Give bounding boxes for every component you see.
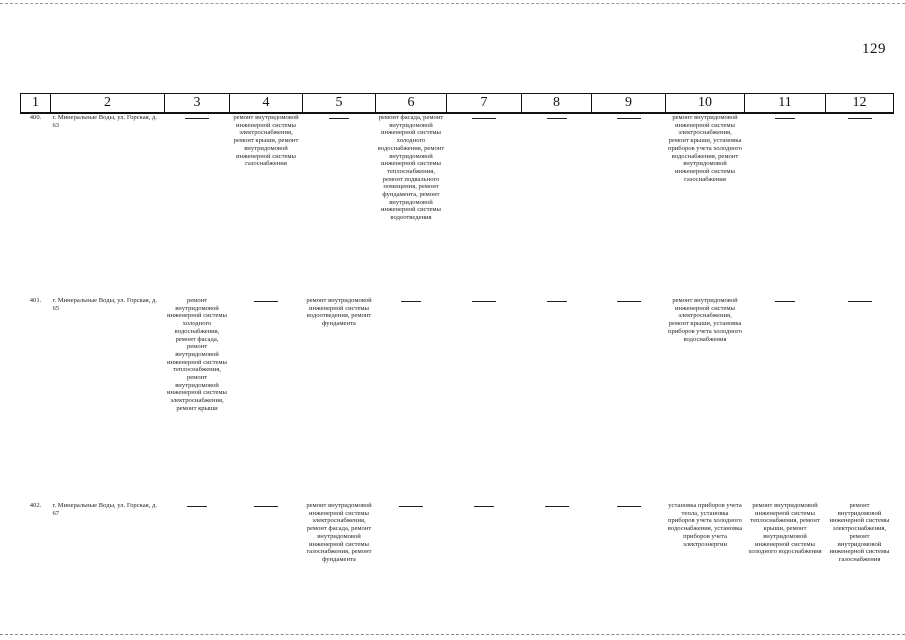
dash-mark — [329, 118, 349, 119]
column-header: 8 — [522, 94, 592, 114]
empty-cell — [447, 113, 522, 297]
works-cell: ремонт внутридомовой инженерной системы холодного водоснабжения, ремонт фасада, ремонт внутридомовой инженерной системы теплоснабжения, ремонт внутридомовой инженерной системы электроснабжения, ремонт крыши — [166, 297, 227, 412]
dash-mark — [775, 301, 795, 302]
works-cell: ремонт внутридомовой инженерной системы электроснабжения, ремонт фасада, ремонт внутридомовой инженерной системы газоснабжения, ремонт фундамента — [306, 502, 372, 563]
empty-cell — [522, 113, 592, 297]
table-row — [21, 113, 894, 297]
column-header: 9 — [592, 94, 666, 114]
works-cell: ремонт внутридомовой инженерной системы электроснабжения, ремонт крыши, установка приборов учета холодного водоснабжения — [667, 297, 743, 343]
empty-cell — [303, 113, 376, 297]
empty-cell — [165, 113, 230, 297]
dash-mark — [848, 118, 872, 119]
row-number: 401. — [29, 297, 42, 304]
dash-mark — [254, 506, 278, 507]
row-number: 402. — [29, 502, 42, 509]
dash-mark — [187, 506, 207, 507]
empty-cell — [376, 502, 447, 612]
scan-edge-bottom — [0, 634, 905, 635]
dash-mark — [399, 506, 423, 507]
empty-cell — [230, 502, 303, 612]
dash-mark — [474, 506, 494, 507]
empty-cell — [230, 297, 303, 502]
dash-mark — [185, 118, 209, 119]
works-cell: ремонт внутридомовой инженерной системы электроснабжения, ремонт внутридомовой инженерной системы газоснабжения — [829, 502, 890, 563]
address-cell: г. Минеральные Воды, ул. Горская, д. 67 — [52, 502, 158, 517]
dash-mark — [401, 301, 421, 302]
works-cell: установка приборов учета тепла, установка приборов учета холодного водоснабжения, установка приборов учета электроэнергии — [667, 502, 743, 548]
dash-mark — [547, 118, 567, 119]
empty-cell — [522, 502, 592, 612]
works-cell: ремонт внутридомовой инженерной системы теплоснабжения, ремонт крыши, ремонт внутридомовой инженерной системы холодного водоснабжения — [748, 502, 822, 556]
table-row — [21, 502, 894, 612]
column-header: 10 — [666, 94, 745, 114]
column-header: 4 — [230, 94, 303, 114]
column-header: 11 — [745, 94, 826, 114]
empty-cell — [592, 297, 666, 502]
table-row — [21, 297, 894, 502]
empty-cell — [165, 502, 230, 612]
column-number-row — [21, 94, 894, 114]
dash-mark — [547, 301, 567, 302]
dash-mark — [848, 301, 872, 302]
column-header: 3 — [165, 94, 230, 114]
works-cell: ремонт внутридомовой инженерной системы водоотведения, ремонт фундамента — [306, 297, 372, 328]
page-number: 129 — [862, 41, 886, 57]
empty-cell — [592, 502, 666, 612]
empty-cell — [447, 502, 522, 612]
empty-cell — [826, 113, 894, 297]
empty-cell — [745, 113, 826, 297]
column-header: 12 — [826, 94, 894, 114]
column-header: 5 — [303, 94, 376, 114]
dash-mark — [775, 118, 795, 119]
empty-cell — [592, 113, 666, 297]
column-header: 6 — [376, 94, 447, 114]
empty-cell — [522, 297, 592, 502]
column-header: 1 — [21, 94, 51, 114]
empty-cell — [826, 297, 894, 502]
works-cell: ремонт внутридомовой инженерной системы электроснабжения, ремонт крыши, установка приборов учета холодного водоснабжения, ремонт внутридомовой инженерной системы газоснабжения — [667, 114, 743, 183]
empty-cell — [376, 297, 447, 502]
column-header: 7 — [447, 94, 522, 114]
dash-mark — [472, 301, 496, 302]
row-number: 400. — [29, 114, 42, 121]
dash-mark — [472, 118, 496, 119]
register-table-container — [20, 93, 893, 612]
dash-mark — [617, 301, 641, 302]
scan-edge-top — [0, 3, 905, 4]
dash-mark — [617, 506, 641, 507]
dash-mark — [617, 118, 641, 119]
dash-mark — [254, 301, 278, 302]
address-cell: г. Минеральные Воды, ул. Горская, д. 65 — [52, 297, 158, 312]
address-cell: г. Минеральные Воды, ул. Горская, д. 63 — [52, 114, 158, 129]
dash-mark — [545, 506, 569, 507]
works-cell: ремонт внутридомовой инженерной системы электроснабжения, ремонт крыши, ремонт внутридомовой инженерной системы газоснабжения — [233, 114, 299, 168]
register-table — [20, 93, 894, 612]
empty-cell — [745, 297, 826, 502]
empty-cell — [447, 297, 522, 502]
column-header: 2 — [51, 94, 165, 114]
works-cell: ремонт фасада, ремонт внутридомовой инженерной системы холодного водоснабжения, ремонт внутридомовой инженерной системы теплоснабжения, ремонт подвального помещения, ремонт фундамента, ремонт внутридомовой инженерной системы водоотведения — [377, 114, 445, 222]
